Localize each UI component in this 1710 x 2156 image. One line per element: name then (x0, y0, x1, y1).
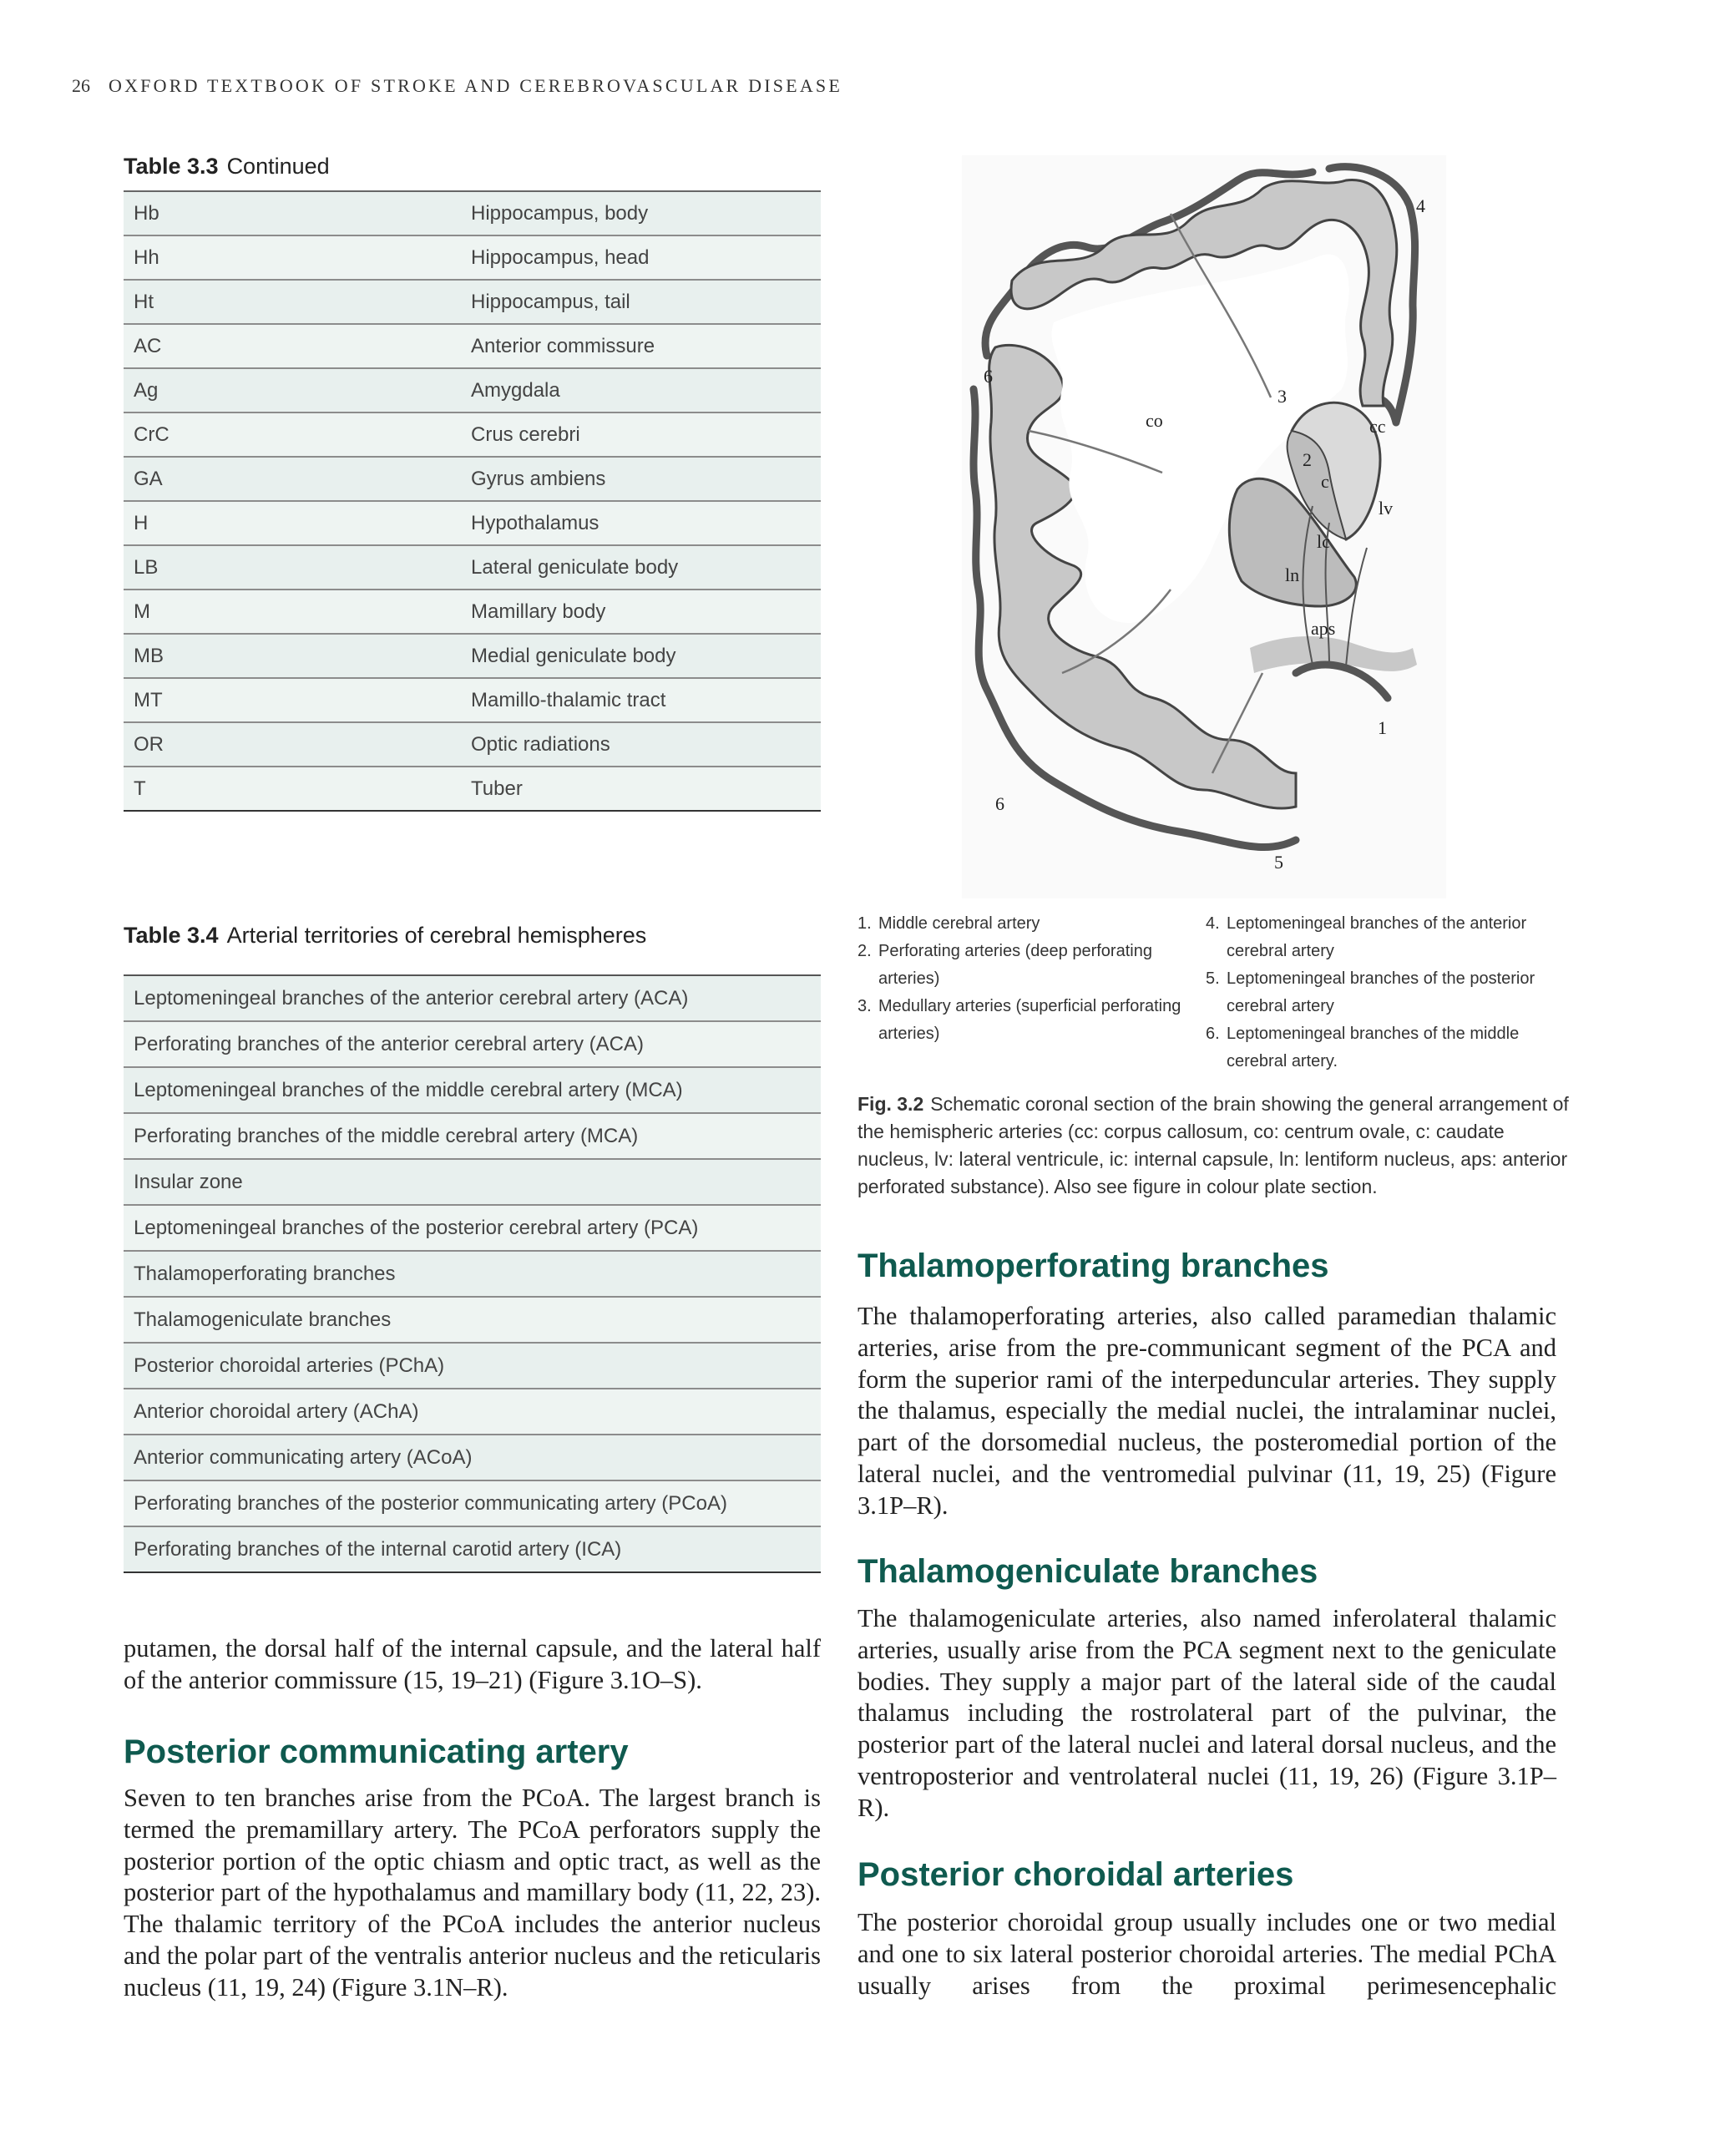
meaning-cell: Optic radiations (461, 722, 821, 767)
table-row (124, 1435, 821, 1480)
table-row (124, 1526, 821, 1572)
meaning-cell: Amygdala (461, 368, 821, 412)
table-row (124, 1480, 821, 1526)
abbreviation-cell: OR (124, 722, 461, 767)
table-row (124, 634, 821, 678)
territory-cell: Perforating branches of the anterior cerebral artery (ACA) (124, 1021, 821, 1067)
abbreviation-cell: GA (124, 457, 461, 501)
table-row (124, 1067, 821, 1113)
heading-posterior-choroidal-arteries: Posterior choroidal arteries (858, 1856, 1294, 1893)
legend-number: 2. (858, 942, 872, 960)
meaning-cell: Lateral geniculate body (461, 545, 821, 590)
legend-text: Middle cerebral artery (878, 914, 1040, 933)
table-row (124, 368, 821, 412)
running-title: OXFORD TEXTBOOK OF STROKE AND CEREBROVASCULAR DISEASE (109, 75, 842, 96)
figure-caption (858, 1091, 1576, 1201)
legend-number: 1. (858, 914, 872, 933)
table-row (124, 590, 821, 634)
figure-label-1: 1 (1378, 717, 1387, 738)
territory-cell: Leptomeningeal branches of the middle cerebral artery (MCA) (124, 1067, 821, 1113)
territory-cell: Leptomeningeal branches of the posterior cerebral artery (PCA) (124, 1205, 821, 1251)
table-row (124, 1021, 821, 1067)
figure-label-5: 5 (1274, 852, 1283, 873)
territory-cell: Perforating branches of the middle cerebral artery (MCA) (124, 1113, 821, 1159)
table-row (124, 324, 821, 368)
continued-paragraph: putamen, the dorsal half of the internal capsule, and the lateral half of the anterior commissure (15, 19–21) (Figure 3.1O–S). (124, 1634, 821, 1694)
paragraph-thalamogeniculate: The thalamogeniculate arteries, also named inferolateral thalamic arteries, usually arise from the PCA segment next to the geniculate bodies. They supply a major part of the lateral side of the caudal thalamus including the rostrolateral part of the pulvinar, the posterior part of the lateral nuclei and lateral dorsal nucleus, and the ventroposterior and ventrolateral nuclei (11, 19, 26) (Figure 3.1P–R). (858, 1604, 1556, 1822)
table-row (124, 678, 821, 722)
running-header (72, 75, 842, 97)
figure-caption-text: Schematic coronal section of the brain showing the general arrangement of the hemispheric arteries (cc: corpus callosum, co: centrum ovale, c: caudate nucleus, lv: lateral ventricule, ic: internal capsule, ln: lentiform nucleus, aps: anterior perforated substance). Also see figure in colour plate section. (858, 1093, 1569, 1197)
table-row (124, 545, 821, 590)
figure-label-ln: ln (1285, 564, 1300, 585)
table-3-4-caption (124, 923, 646, 949)
territory-cell: Posterior choroidal arteries (PChA) (124, 1343, 821, 1389)
legend-number: 4. (1206, 914, 1220, 933)
meaning-cell: Anterior commissure (461, 324, 821, 368)
heading-posterior-communicating-artery: Posterior communicating artery (124, 1733, 629, 1770)
figure-label-cc: cc (1369, 416, 1386, 437)
table-3-3-label: Table 3.3 (124, 154, 219, 179)
table-row (124, 1113, 821, 1159)
paragraph-pcha: The posterior choroidal group usually includes one or two medial and one to six lateral posterior choroidal arteries. The medial PChA usually arises from the proximal perimesencephalic (858, 1908, 1556, 2000)
figure-label-2: 2 (1303, 449, 1312, 470)
legend-text: Perforating arteries (deep perforating arteries) (878, 942, 1152, 988)
legend-number: 6. (1206, 1025, 1220, 1043)
figure-label-aps: aps (1311, 618, 1336, 639)
abbreviation-cell: MB (124, 634, 461, 678)
table-row (124, 1343, 821, 1389)
abbreviation-cell: Hh (124, 235, 461, 280)
table-3-3-title: Continued (226, 154, 330, 179)
legend-item (1206, 1020, 1573, 1075)
table-row (124, 1159, 821, 1205)
figure-caption-label: Fig. 3.2 (858, 1093, 924, 1115)
territory-cell: Thalamogeniculate branches (124, 1297, 821, 1343)
abbreviation-table (124, 190, 821, 812)
legend-number: 5. (1206, 969, 1220, 988)
meaning-cell: Hippocampus, head (461, 235, 821, 280)
meaning-cell: Hippocampus, body (461, 191, 821, 235)
table-row (124, 501, 821, 545)
figure-label-3: 3 (1277, 386, 1287, 407)
abbreviation-cell: M (124, 590, 461, 634)
abbreviation-cell: T (124, 767, 461, 811)
coronal-brain-schematic (962, 155, 1446, 898)
abbreviation-cell: MT (124, 678, 461, 722)
figure-label-c: c (1321, 471, 1329, 492)
legend-text: Leptomeningeal branches of the posterior cerebral artery (1227, 969, 1535, 1015)
table-3-4-title: Arterial territories of cerebral hemispheres (226, 923, 647, 948)
meaning-cell: Tuber (461, 767, 821, 811)
abbreviation-cell: Ag (124, 368, 461, 412)
legend-number: 3. (858, 997, 872, 1015)
table-row (124, 1389, 821, 1435)
figure-legend-right (1206, 910, 1573, 1075)
table-row (124, 412, 821, 457)
figure-legend-left (858, 910, 1196, 1048)
legend-item (858, 938, 1196, 993)
table-3-3-caption (124, 154, 330, 180)
legend-item (858, 910, 1196, 938)
table-row (124, 280, 821, 324)
table-row (124, 975, 821, 1021)
meaning-cell: Medial geniculate body (461, 634, 821, 678)
table-row (124, 191, 821, 235)
table-row (124, 457, 821, 501)
paragraph-thalamoperforating: The thalamoperforating arteries, also called paramedian thalamic arteries, arise from the pre-communicant segment of the PCA and form the superior rami of the interpeduncular arteries. They supply the thalamus, especially the medial nuclei, the intralaminar nuclei, part of the dorsomedial nucleus, the posteromedial portion of the lateral nuclei, and the ventromedial pulvinar (11, 19, 25) (Figure 3.1P–R). (858, 1302, 1556, 1520)
abbreviation-cell: Ht (124, 280, 461, 324)
abbreviation-cell: H (124, 501, 461, 545)
figure-label-co: co (1146, 410, 1163, 431)
page-number: 26 (72, 75, 90, 96)
abbreviation-cell: Hb (124, 191, 461, 235)
territory-cell: Leptomeningeal branches of the anterior cerebral artery (ACA) (124, 975, 821, 1021)
territory-cell: Insular zone (124, 1159, 821, 1205)
legend-item (1206, 965, 1573, 1020)
table-row (124, 1205, 821, 1251)
meaning-cell: Mamillo-thalamic tract (461, 678, 821, 722)
table-row (124, 722, 821, 767)
meaning-cell: Hippocampus, tail (461, 280, 821, 324)
figure-label-6-upper: 6 (984, 366, 993, 387)
legend-item (1206, 910, 1573, 965)
territory-cell: Anterior choroidal artery (AChA) (124, 1389, 821, 1435)
meaning-cell: Hypothalamus (461, 501, 821, 545)
table-row (124, 1297, 821, 1343)
meaning-cell: Mamillary body (461, 590, 821, 634)
table-row (124, 235, 821, 280)
figure-label-lv: lv (1379, 498, 1394, 519)
paragraph-pcoa: Seven to ten branches arise from the PCoA. The largest branch is termed the premamillary artery. The PCoA perforators supply the posterior portion of the optic chiasm and optic tract, as well as the posterior part of the hypothalamus and mamillary body (11, 22, 23). The thalamic territory of the PCoA includes the anterior nucleus and the polar part of the ventralis anterior nucleus and the reticularis nucleus (11, 19, 24) (Figure 3.1N–R). (124, 1784, 821, 2002)
territory-cell: Thalamoperforating branches (124, 1251, 821, 1297)
meaning-cell: Crus cerebri (461, 412, 821, 457)
table-row (124, 767, 821, 811)
figure-label-6-lower: 6 (995, 793, 1004, 814)
figure-label-4: 4 (1416, 195, 1425, 216)
figure-label-lc: lc (1317, 531, 1330, 552)
legend-item (858, 993, 1196, 1048)
legend-text: Leptomeningeal branches of the anterior cerebral artery (1227, 914, 1527, 960)
meaning-cell: Gyrus ambiens (461, 457, 821, 501)
abbreviation-cell: CrC (124, 412, 461, 457)
territory-cell: Anterior communicating artery (ACoA) (124, 1435, 821, 1480)
arterial-territories-table (124, 974, 821, 1573)
table-row (124, 1251, 821, 1297)
heading-thalamoperforating-branches: Thalamoperforating branches (858, 1248, 1329, 1284)
legend-text: Medullary arteries (superficial perforating arteries) (878, 997, 1181, 1043)
legend-text: Leptomeningeal branches of the middle cerebral artery. (1227, 1025, 1520, 1070)
territory-cell: Perforating branches of the posterior communicating artery (PCoA) (124, 1480, 821, 1526)
abbreviation-cell: AC (124, 324, 461, 368)
abbreviation-cell: LB (124, 545, 461, 590)
table-3-4-label: Table 3.4 (124, 923, 219, 948)
heading-thalamogeniculate-branches: Thalamogeniculate branches (858, 1553, 1318, 1590)
territory-cell: Perforating branches of the internal carotid artery (ICA) (124, 1526, 821, 1572)
